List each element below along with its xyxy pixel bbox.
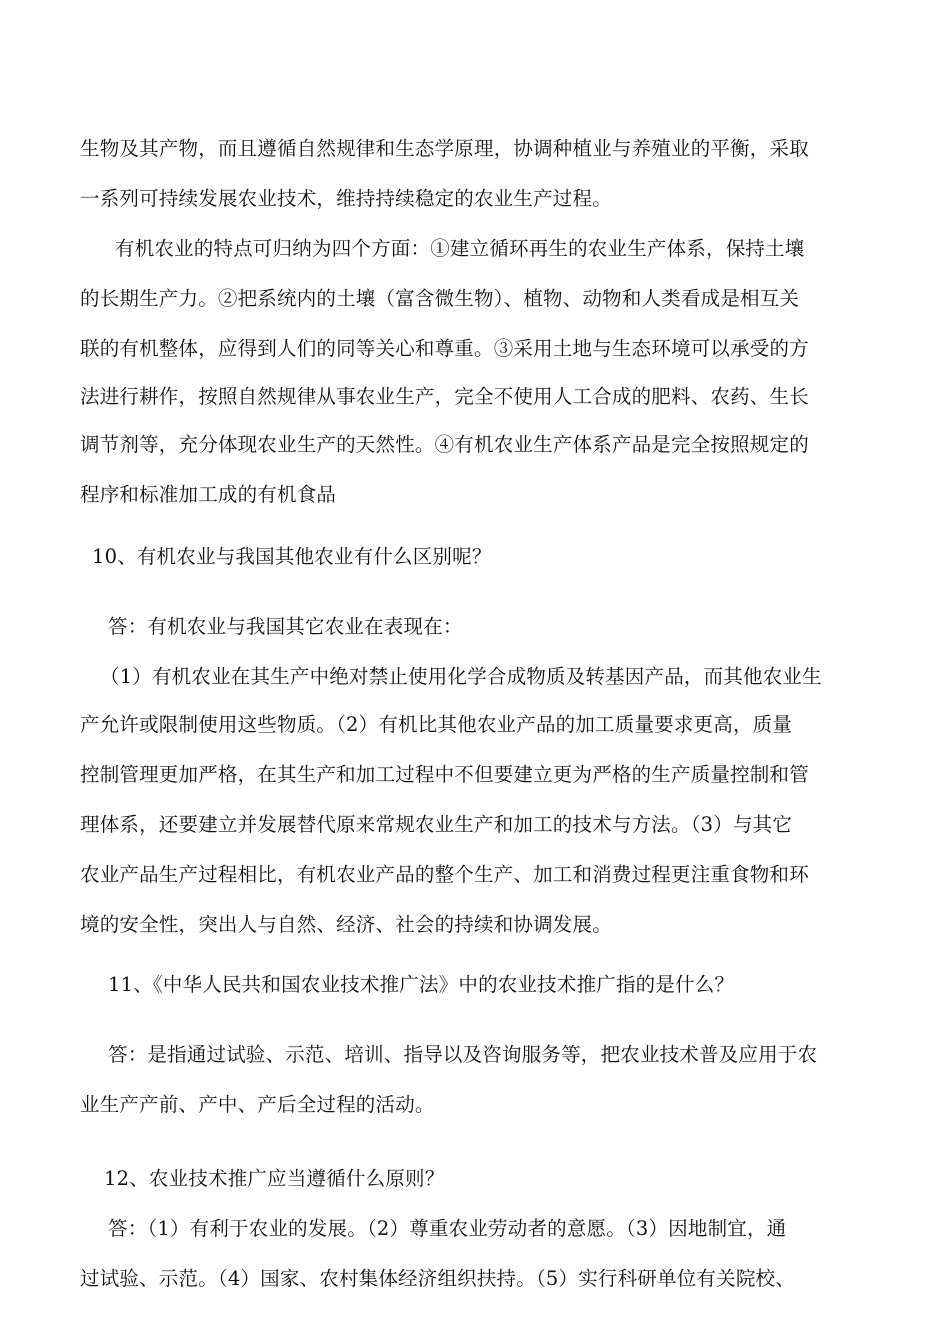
paragraph-line: 程序和标准加工成的有机食品 (80, 483, 337, 506)
paragraph-line: 过试验、示范。（4）国家、农村集体经济组织扶持。（5）实行科研单位有关院校、 (80, 1267, 795, 1290)
paragraph-line: 境的安全性，突出人与自然、经济、社会的持续和协调发展。 (80, 913, 612, 936)
answer-10-intro: 答：有机农业与我国其它农业在表现在： (108, 615, 463, 638)
paragraph-line: 调节剂等，充分体现农业生产的天然性。④有机农业生产体系产品是完全按照规定的 (80, 433, 809, 456)
paragraph-line: 产允许或限制使用这些物质。（2）有机比其他农业产品的加工质量要求更高，质量 (80, 713, 793, 736)
answer-12: 答：（1）有利于农业的发展。（2）尊重农业劳动者的意愿。（3）因地制宜，通 (108, 1217, 787, 1240)
paragraph-line: 控制管理更加严格，在其生产和加工过程中不但要建立更为严格的生产质量控制和管 (80, 763, 809, 786)
paragraph-line: 有机农业的特点可归纳为四个方面：①建立循环再生的农业生产体系，保持土壤 (115, 237, 805, 260)
question-11: 11、《中华人民共和国农业技术推广法》中的农业技术推广指的是什么？ (108, 973, 735, 996)
answer-11: 答：是指通过试验、示范、培训、指导以及咨询服务等，把农业技术普及应用于农 (108, 1043, 818, 1066)
question-12: 12、农业技术推广应当遵循什么原则？ (104, 1167, 445, 1190)
paragraph-line: 理体系，还要建立并发展替代原来常规农业生产和加工的技术与方法。（3）与其它 (80, 813, 793, 836)
paragraph-line: （1）有机农业在其生产中绝对禁止使用化学合成物质及转基因产品，而其他农业生 (100, 665, 822, 688)
paragraph-line: 法进行耕作，按照自然规律从事农业生产，完全不使用人工合成的肥料、农药、生长 (80, 385, 809, 408)
paragraph-line: 联的有机整体，应得到人们的同等关心和尊重。③采用土地与生态环境可以承受的方 (80, 337, 809, 360)
paragraph-line: 农业产品生产过程相比，有机农业产品的整个生产、加工和消费过程更注重食物和环 (80, 863, 809, 886)
question-10: 10、有机农业与我国其他农业有什么区别呢？ (92, 545, 492, 568)
paragraph-line: 的长期生产力。②把系统内的土壤（富含微生物）、植物、动物和人类看成是相互关 (80, 287, 800, 310)
paragraph-line: 生物及其产物，而且遵循自然规律和生态学原理，协调种植业与养殖业的平衡，采取 (80, 137, 809, 160)
paragraph-line: 一系列可持续发展农业技术，维持持续稳定的农业生产过程。 (80, 187, 612, 210)
paragraph-line: 业生产产前、产中、产后全过程的活动。 (80, 1093, 435, 1116)
